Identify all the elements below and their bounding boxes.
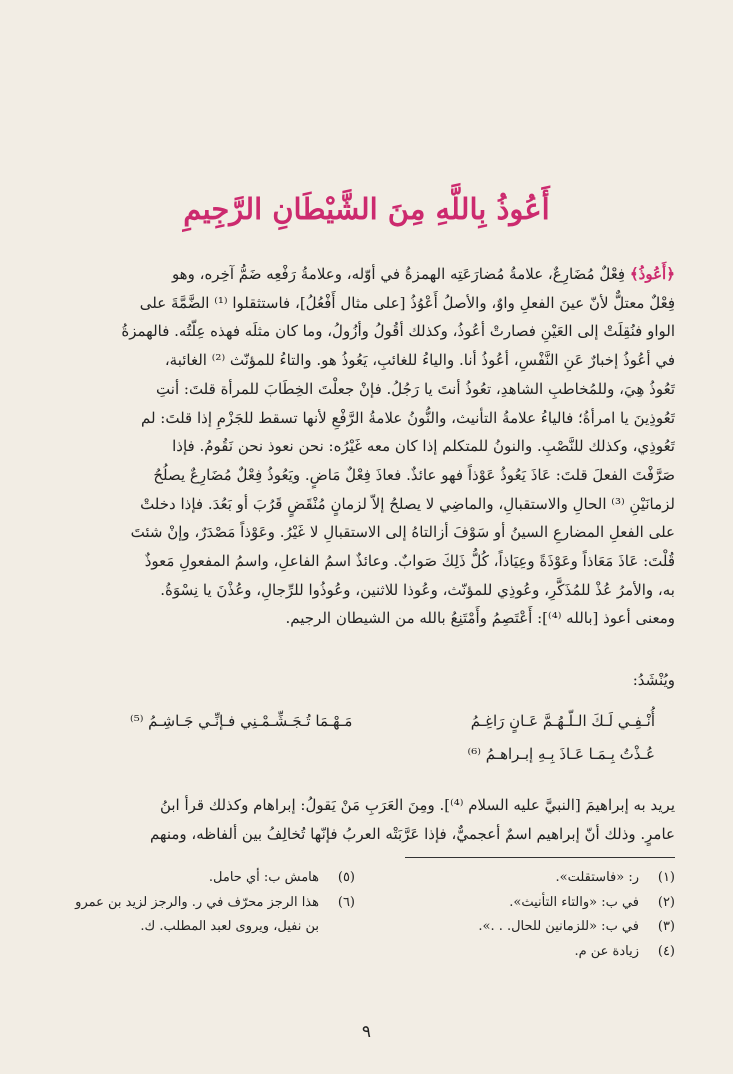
footnote: (٦)هذا الرجز محرّف في ر. والرجز لزيد بن عمرو <box>55 891 355 916</box>
verse-line-2 <box>55 741 675 769</box>
verse-hemistich: عُـذْتُ بِـمَـا عَـاذَ بِـهِ إبـراهـمُ ⁽⁶⁾ <box>467 745 655 763</box>
footnote-divider <box>405 857 675 858</box>
text-line: عامرٍ. وذلك أنّ إبراهيم اسمٌ أعجميٌّ، فإذا عَرَّبَتْه العربُ فإنّها تُخالِفُ بين ألفاظه، ومنهم <box>149 824 675 843</box>
footnote-number: (٣) <box>657 919 675 934</box>
verse-hemistich: مَـهْـمَا تُـجَـشِّـمْـنِي فـإنِّـي جَـاشِـمُ ⁽⁵⁾ <box>130 712 353 730</box>
footnote-number: (٥) <box>337 870 355 885</box>
footnote-number: (٦) <box>337 894 355 910</box>
text-line: ﴿أَعُوذُ﴾ فِعْلٌ مُضَارِعٌ، علامةُ مُضارَعَتِه الهمزةُ في أوّله، وعلامةُ رَفْعِه ضَمُّ آخِره، وهو <box>171 265 675 283</box>
text-line: في أعُوذُ إخبارٌ عَنِ النَّفْسِ، أعُوذُ أنا. والياءُ للغائبِ، يَعُوذُ هو. والتاءُ للمؤنّث ⁽²⁾ الغائبة، <box>164 351 675 370</box>
continuation-paragraph <box>55 791 675 848</box>
footnote-number: (١) <box>657 870 675 885</box>
text-line: قُلْتَ: عَاذَ مَعَاذاً وعَوْذَةً وعِيَاذاً، كُلُّ ذَلِكَ صَوابٌ. وعائذٌ اسمُ الفاعلِ، واسمُ المفعولِ مَعوذٌ <box>144 552 675 571</box>
main-paragraph <box>55 260 675 633</box>
footnotes-column-left <box>55 866 355 940</box>
page-number: ٩ <box>361 1022 372 1042</box>
footnote: (١)ر: «فاستقلت». <box>415 866 675 891</box>
footnote-number: (٢) <box>657 894 675 910</box>
footnote-number: (٤) <box>657 943 675 959</box>
footnote: (٢)في ب: «والتاء التأنيث». <box>415 891 675 916</box>
footnote: (٤)زيادة عن م. <box>415 940 675 965</box>
headword: ﴿أَعُوذُ﴾ <box>629 265 675 283</box>
verse-hemistich: أُنْـفِـي لَـكَ الـلّـهُـمَّ عَـانٍ رَاغِـمُ <box>470 712 655 730</box>
text-line: لزمانَيْنِ ⁽³⁾ الحالِ والاستقبالِ، والماضِي لا يصلحُ إلاّ لزمانٍ مُنْقَضٍ قَرُبَ أو بَعُدَ. فإذا دخلتْ <box>140 494 675 513</box>
verse-line-1 <box>55 708 675 736</box>
text-line: به، والأمرُ عُذْ للمُذَكَّرِ، وعُوذِي للمؤنّث، وعُوذا للاثنين، وعُوذُوا للرِّجالِ، وعُذْنَ يا نِسْوَةُ. <box>160 580 675 599</box>
text-line: تَعُوذُ هِيَ، وللمُخاطبِ الشاهدِ، تعُوذُ أنتَ يا رَجُلُ. فإنْ جعلْتَ الخِطَابَ للمرأة قلتَ: أنتِ <box>156 379 675 398</box>
footnote: (٥)هامش ب: أي حامل. <box>55 866 355 891</box>
footnote-continuation: بن نفيل، ويروى لعبد المطلب. ك. <box>140 919 319 934</box>
text-line: يريد به إبراهيمَ [النبيَّ عليه السلام ⁽⁴⁾]. ومِنَ العَرَبِ مَنْ يَقولُ: إبراهام وكذلك قرأ ابنُ <box>159 796 675 814</box>
verse-intro: ويُنْشَدُ: <box>632 671 675 689</box>
text-line: تَعُوذِينَ يا امرأةُ؛ فالياءُ علامةُ التأنيث، والنُّونُ علامةُ الرَّفْعِ لأنها تسقط للجَزْمِ إذا قلتَ: لم <box>140 408 675 427</box>
text-line: على الفعلِ المضارعِ السينُ أو سَوْفَ أزالتاهُ إلى الاستقبالِ لا غَيْرُ. وعَوْذاً مَصْدَرٌ، وإنْ شئتَ <box>130 523 675 542</box>
footnote: (٣)في ب: «للزمانين للحال. . .». <box>415 915 675 940</box>
text-line: صَرَّفْتَ الفعلَ قلتَ: عَاذَ يَعُوذُ عَوْذاً فهو عائذٌ. فعاذَ فِعْلٌ مَاضٍ. ويَعُوذُ فِعْلٌ مُضَارِعٌ يصلُحُ <box>153 465 675 484</box>
page-title: أَعُوذُ بِاللَّهِ مِنَ الشَّيْطَانِ الرَّجِيمِ <box>183 192 550 226</box>
text-line: فِعْلٌ معتلٌّ لأنّ عينَ الفعلِ واوٌ، والأصلُ أَعْوُذُ [على مثال أَفْعُلُ]، فاستثقلوا ⁽¹⁾ الضَّمَّةَ على <box>139 293 675 312</box>
text-line: ومعنى أعوذ [بالله ⁽⁴⁾]: أَعْتَصِمُ وأَمْتَنِعُ بالله من الشيطان الرجيم. <box>285 609 675 628</box>
text-line: الواو فنُقِلَتْ إلى العَيْنِ فصارتْ أعُوذُ، وكذلك أقُولُ وأزُولُ، وما كان مثلَه فهذه عِلّتُه. فالهمزةُ <box>121 322 675 341</box>
footnotes-column-right <box>415 866 675 964</box>
text-line: تَعُوذِي، وكذلك للنَّصْبِ. والنونُ للمتكلم إذا كان معه غَيْرُه: نحن نعوذ نحن نَقُومُ. فإذا <box>172 437 675 456</box>
